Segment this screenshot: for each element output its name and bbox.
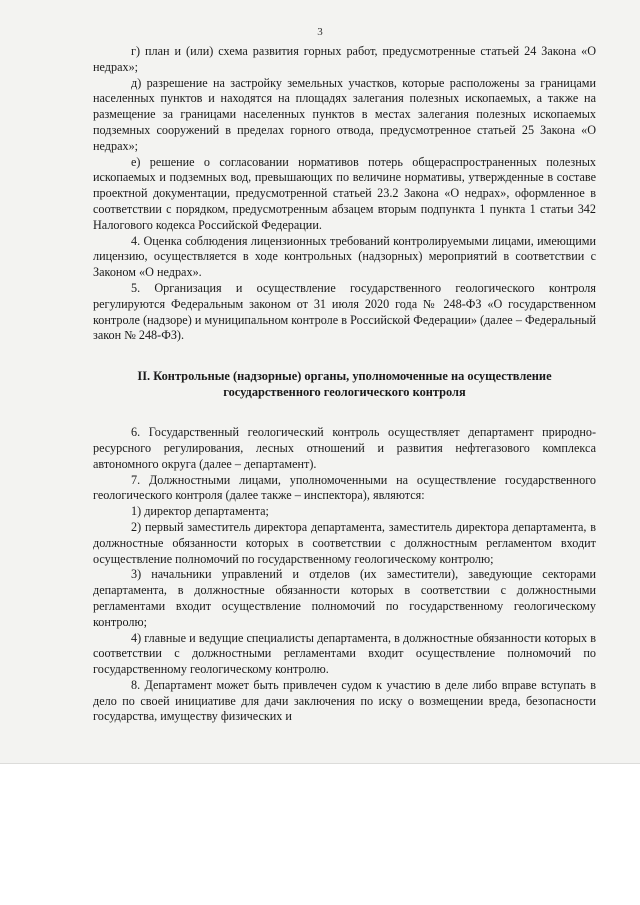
paragraph-7: 7. Должностными лицами, уполномоченными на осуществление государственного геологического контроля (далее также – инспектора), являются:: [93, 472, 596, 503]
paragraph-6: 6. Государственный геологический контроль осуществляет департамент природно-ресурсного регулирования, лесных отношений и развития нефтегазового комплекса автономного округа (далее – департамент).: [93, 425, 596, 471]
paragraph-d: д) разрешение на застройку земельных участков, которые расположены за границами населенных пунктов и находятся на площадях залегания полезных ископаемых, а также на размещение за границами населенных пунктов в местах залегания полезных ископаемых подземных сооружений в пределах горного отвода, предусмотренное статьей 25 Закона «О недрах»;: [93, 75, 596, 153]
paragraph-5: 5. Организация и осуществление государственного геологического контроля регулируются Федеральным законом от 31 июля 2020 года № 248-ФЗ «О государственном контроле (надзоре) и муниципальном контроле в Российской Федерации» (далее – Федеральный закон № 248-ФЗ).: [93, 280, 596, 343]
list-item-2: 2) первый заместитель директора департамента, заместитель директора департамента, в должностные обязанности которых в соответствии с должностным регламентом входит осуществление полномочий по государственному геологическому контролю;: [93, 519, 596, 566]
list-item-4: 4) главные и ведущие специалисты департамента, в должностные обязанности которых в соответствии с должностными регламентами входит осуществление полномочий по государственному геологическому контролю.: [93, 630, 596, 677]
list-item-3: 3) начальники управлений и отделов (их заместители), заведующие секторами департамента, в должностные обязанности которых в соответствии с должностными регламентами входит осуществление полномочий по государственному геологическому контролю;: [93, 567, 596, 629]
paragraph-e: е) решение о согласовании нормативов потерь общераспространенных полезных ископаемых и подземных вод, превышающих по величине нормативы, утвержденные в составе проектной документации, предусмотренной статьей 23.2 Закона «О недрах», оформленное в соответствии с порядком, предусмотренным абзацем вторым подпункта 1 пункта 1 статьи 342 Налогового кодекса Российской Федерации.: [93, 154, 596, 232]
paragraph-8: 8. Департамент может быть привлечен судом к участию в деле либо вправе вступать в дело по своей инициативе для дачи заключения по иску о возмещении вреда, безопасности государства, имуществу физических и: [93, 677, 596, 724]
document-body: [93, 44, 596, 725]
paragraph-g: г) план и (или) схема развития горных работ, предусмотренные статьей 24 Закона «О недрах»;: [93, 44, 596, 74]
paragraph-4: 4. Оценка соблюдения лицензионных требований контролируемыми лицами, имеющими лицензию, осуществляется в ходе контрольных (надзорных) мероприятий в соответствии с Законом «О недрах».: [93, 233, 596, 280]
section-heading: II. Контрольные (надзорные) органы, уполномоченные на осуществление государственного геологического контроля: [137, 369, 552, 400]
list-item-1: 1) директор департамента;: [131, 504, 269, 519]
page-number: 3: [317, 26, 323, 38]
